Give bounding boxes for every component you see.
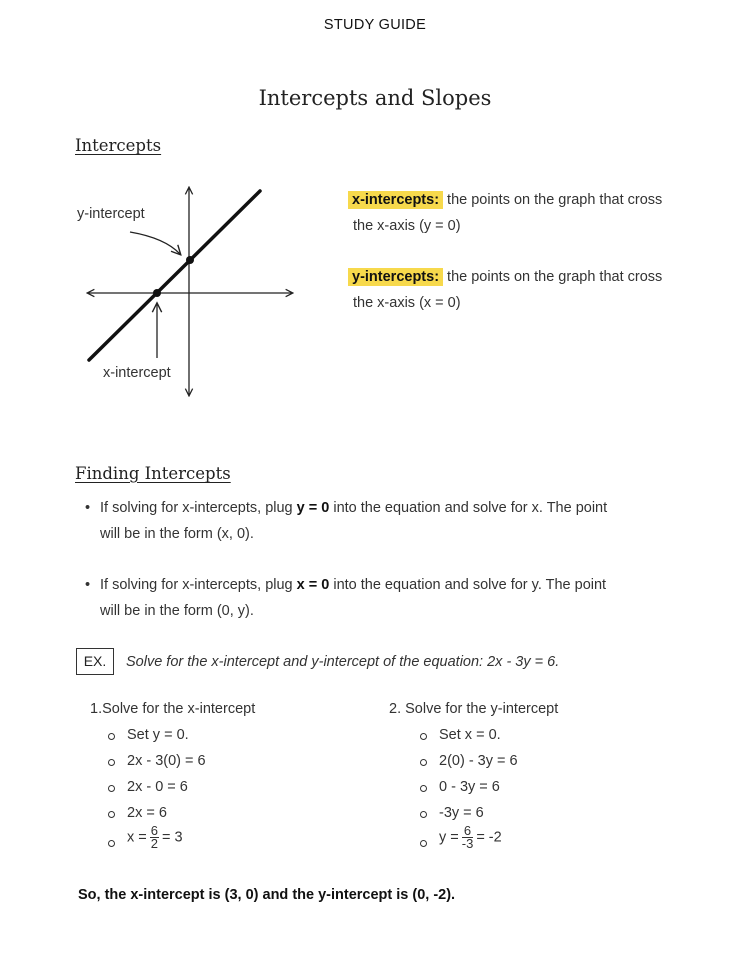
page-title: Intercepts and Slopes xyxy=(258,86,492,110)
list-item: Set y = 0. xyxy=(127,727,189,743)
bullet-item: • If solving for x-intercepts, plug x = 0 into the equation and solve for y. The point will be in the form (0, y). xyxy=(100,572,700,624)
term-highlight: x-intercepts: xyxy=(348,191,443,209)
bullet-item: • If solving for x-intercepts, plug y = 0 into the equation and solve for x. The point will be in the form (x, 0). xyxy=(100,495,700,547)
list-item: 0 - 3y = 6 xyxy=(439,779,500,795)
list-item: 2x - 0 = 6 xyxy=(127,779,188,795)
list-item: 2x = 6 xyxy=(127,805,167,821)
x-intercept-point xyxy=(153,289,161,297)
fraction: $\frac{6}{-3}$ xyxy=(461,823,474,851)
example-label-box: EX. xyxy=(76,648,114,675)
term-highlight: y-intercepts: xyxy=(348,268,443,286)
solution-y-heading: 2. Solve for the y-intercept xyxy=(389,701,559,717)
conclusion: So, the x-intercept is (3, 0) and the y-intercept is (0, -2). xyxy=(78,887,456,903)
definition-y-line2: the x-axis (x = 0) xyxy=(353,295,461,311)
list-item: Set x = 0. xyxy=(439,727,501,743)
list-item: 2(0) - 3y = 6 xyxy=(439,753,518,769)
y-intercept-point xyxy=(186,256,194,264)
list-item-fraction: x = $\frac{6}{2}$ = 3 xyxy=(127,825,183,850)
section-heading-finding: Finding Intercepts xyxy=(75,464,231,483)
example-question: Solve for the x-intercept and y-intercept of the equation: 2x - 3y = 6. xyxy=(126,654,560,670)
solution-x-steps xyxy=(127,727,327,857)
definition-x-line2: the x-axis (y = 0) xyxy=(353,218,461,234)
solution-y-steps xyxy=(439,727,639,857)
list-item-fraction: y = $\frac{6}{-3}$ = -2 xyxy=(439,825,502,850)
definition-text: the points on the graph that cross xyxy=(443,269,663,285)
list-item: -3y = 6 xyxy=(439,805,484,821)
bullet-dot: • xyxy=(85,500,91,516)
definition-y xyxy=(348,269,662,285)
list-item: 2x - 3(0) = 6 xyxy=(127,753,206,769)
definition-x xyxy=(348,192,662,208)
solution-x-heading: 1.Solve for the x-intercept xyxy=(90,701,256,717)
x-intercept-label: x-intercept xyxy=(103,365,171,381)
section-heading-intercepts: Intercepts xyxy=(75,136,162,155)
y-intercept-arrow xyxy=(130,232,180,254)
y-intercept-label: y-intercept xyxy=(77,206,145,222)
page-header: STUDY GUIDE xyxy=(323,17,427,33)
definition-text: the points on the graph that cross xyxy=(443,192,663,208)
fraction: $\frac{6}{2}$ xyxy=(150,823,158,851)
bullet-dot: • xyxy=(85,577,91,593)
